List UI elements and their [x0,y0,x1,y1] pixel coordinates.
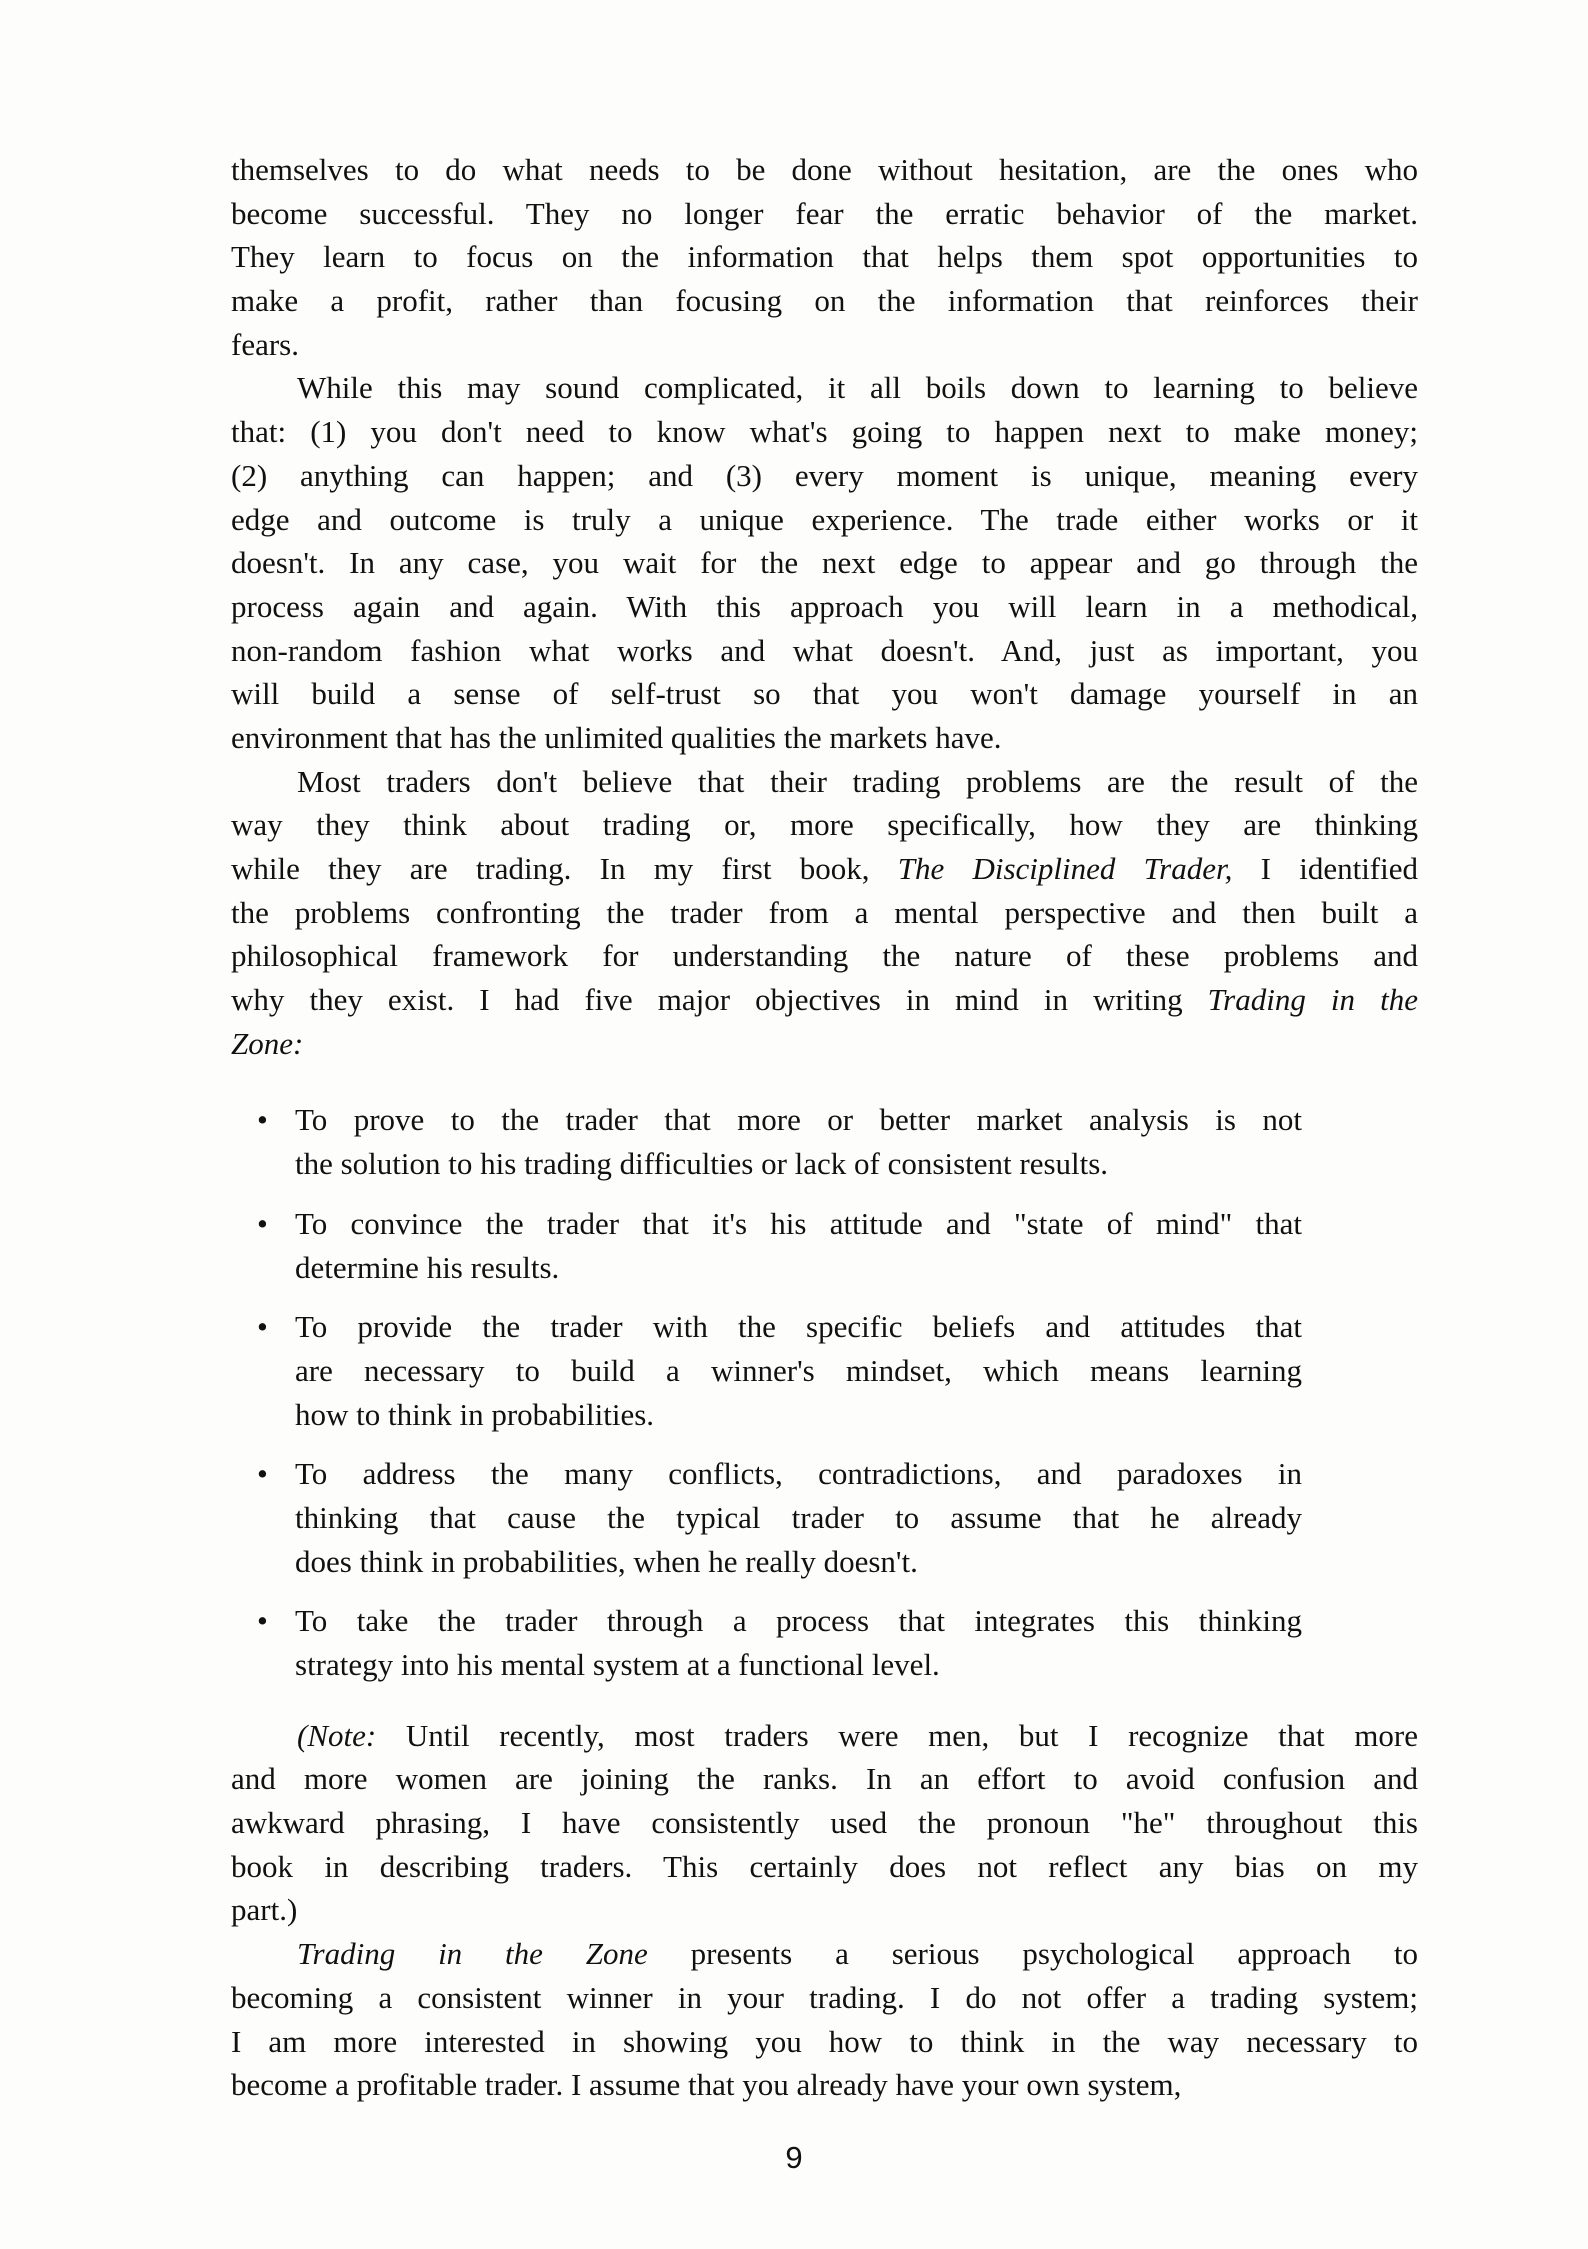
text-segment: the problems confronting the trader from a mental perspective and then built a [231,894,1418,930]
text-segment: part.) [231,1892,298,1928]
text-segment: and more women are joining the ranks. In an effort to avoid confusion and [231,1761,1418,1797]
text-segment: fears. [231,326,299,362]
list-item [231,1305,1302,1436]
text-segment: I am more interested in showing you how to think in the way necessary to [231,2023,1418,2059]
italic-text: The Disciplined Trader, [897,851,1233,886]
text-line [231,716,1418,760]
document-page [231,148,1418,2107]
text-segment: become a profitable trader. I assume that you already have your own system, [231,2067,1182,2103]
text-line [231,1757,1418,1801]
italic-text: Trading in the Zone [297,1936,648,1972]
text-segment: determine his results. [295,1249,560,1285]
bullet-icon: • [257,1102,268,1138]
text-line [231,498,1418,542]
text-segment: To prove to the trader that more or better market analysis is not [295,1102,1302,1138]
text-line [231,323,1418,367]
text-segment: that: (1) you don't need to know what's going to happen next to make money; [231,414,1418,450]
text-line [231,541,1418,585]
list-item [231,1098,1302,1185]
text-segment: themselves to do what needs to be done without hesitation, are the ones who [231,152,1418,187]
text-line [231,235,1418,279]
text-segment: are necessary to build a winner's mindset, which means learning [295,1352,1302,1388]
text-line [231,1845,1418,1889]
text-line [231,366,1418,410]
text-line [231,1714,1418,1758]
text-line [231,2063,1418,2107]
text-segment: doesn't. In any case, you wait for the next edge to appear and go through the [231,545,1418,581]
text-line [231,148,1418,192]
italic-text: Trading in the [1207,982,1418,1018]
text-segment: thinking that cause the typical trader to assume that he already [295,1499,1302,1535]
text-segment: make a profit, rather than focusing on the information that reinforces their [231,283,1418,319]
paragraph [231,148,1418,366]
text-line [231,1801,1418,1845]
text-line [295,1393,1302,1437]
text-segment: environment that has the unlimited qualities the markets have. [231,719,1002,755]
text-segment: process again and again. With this approach you will learn in a methodical, [231,588,1418,624]
bullet-icon: • [257,1456,268,1492]
text-line [231,1932,1418,1976]
text-line [231,1888,1418,1932]
text-segment: To provide the trader with the specific beliefs and attitudes that [295,1309,1302,1345]
page-number: 9 [785,2140,803,2175]
paragraph [231,366,1418,759]
text-line [231,279,1418,323]
text-segment: become successful. They no longer fear the erratic behavior of the market. [231,195,1418,231]
text-line [231,672,1418,716]
text-line [231,1022,1418,1066]
text-segment: while they are trading. In my first book, [231,851,898,886]
list-item [231,1599,1302,1686]
text-segment: (2) anything can happen; and (3) every moment is unique, meaning every [231,457,1418,493]
text-segment: will build a sense of self-trust so that you won't damage yourself in an [231,676,1418,712]
text-segment: I identified [1232,851,1418,886]
text-line [295,1496,1302,1540]
body-text-before-list [231,148,1418,1065]
bullet-icon: • [257,1205,268,1241]
text-segment: non-random fashion what works and what doesn't. And, just as important, you [231,632,1418,668]
text-segment: Until recently, most traders were men, but I recognize that more [376,1717,1418,1753]
text-line [295,1540,1302,1584]
text-line [231,585,1418,629]
text-segment: book in describing traders. This certainly does not reflect any bias on my [231,1848,1418,1884]
text-segment: why they exist. I had five major objectives in mind in writing [231,982,1208,1018]
text-segment: edge and outcome is truly a unique experience. The trade either works or it [231,501,1418,537]
text-segment: philosophical framework for understanding the nature of these problems and [231,938,1418,974]
text-line [231,803,1418,847]
text-line [295,1142,1302,1186]
text-segment: strategy into his mental system at a functional level. [295,1647,940,1682]
text-line [231,978,1418,1022]
text-segment: becoming a consistent winner in your trading. I do not offer a trading system; [231,1979,1418,2015]
text-segment: the solution to his trading difficulties or lack of consistent results. [295,1146,1109,1182]
text-line [231,891,1418,935]
text-line [231,760,1418,804]
text-line [231,1976,1418,2020]
text-line [231,934,1418,978]
text-line [231,847,1418,891]
bullet-icon: • [257,1603,268,1639]
list-item [231,1452,1302,1583]
text-line [231,2020,1418,2064]
text-segment: To take the trader through a process that integrates this thinking [295,1603,1302,1639]
text-line [295,1202,1302,1246]
text-line [231,629,1418,673]
text-segment: To address the many conflicts, contradictions, and paradoxes in [295,1456,1302,1492]
text-line [295,1246,1302,1290]
text-line [295,1305,1302,1349]
italic-text: Zone: [231,1025,304,1061]
text-line [295,1643,1302,1687]
text-segment: They learn to focus on the information that helps them spot opportunities to [231,239,1418,275]
paragraph [231,1932,1418,2107]
text-line [231,410,1418,454]
text-line [231,192,1418,236]
body-text-after-list [231,1714,1418,2107]
paragraph [231,760,1418,1066]
text-segment: how to think in probabilities. [295,1396,655,1432]
text-segment: way they think about trading or, more specifically, how they are thinking [231,807,1418,843]
text-line [231,454,1418,498]
bullet-icon: • [257,1309,268,1345]
text-segment: Most traders don't believe that their trading problems are the result of the [297,763,1418,799]
text-segment: presents a serious psychological approach to [647,1936,1418,1972]
text-line [295,1599,1302,1643]
text-segment: To convince the trader that it's his attitude and "state of mind" that [295,1205,1302,1241]
list-item [231,1202,1302,1289]
text-line [295,1452,1302,1496]
text-segment: does think in probabilities, when he really doesn't. [295,1543,918,1579]
text-line [295,1098,1302,1142]
objectives-list [231,1098,1418,1686]
text-segment: awkward phrasing, I have consistently used the pronoun "he" throughout this [231,1805,1418,1841]
text-segment: While this may sound complicated, it all boils down to learning to believe [297,370,1418,406]
text-line [295,1349,1302,1393]
paragraph [231,1714,1418,1932]
italic-text: (Note: [297,1717,377,1753]
